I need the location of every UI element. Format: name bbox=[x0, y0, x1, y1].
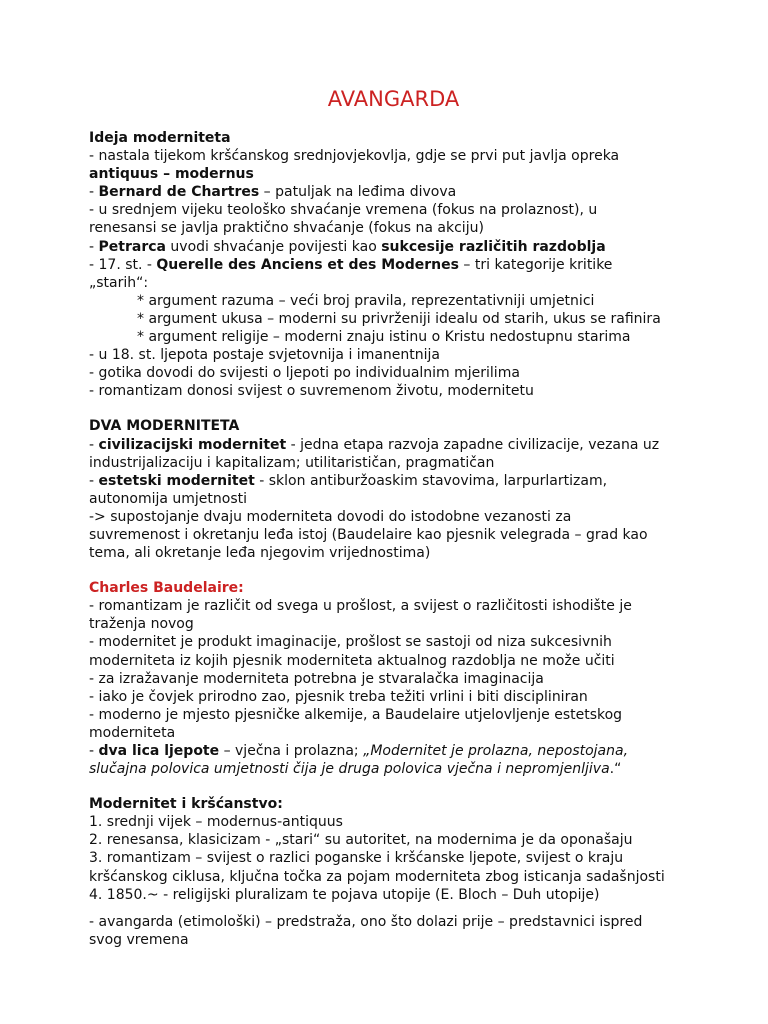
list-item: 1. srednji vijek – modernus-antiquus bbox=[89, 814, 343, 831]
spacer bbox=[89, 778, 698, 795]
text-line: renesansi se javlja praktično shvaćanje (fokus na akciju) bbox=[89, 220, 484, 237]
list-item: 4. 1850.~ - religijski pluralizam te pojava utopije (E. Bloch – Duh utopije) bbox=[89, 886, 600, 903]
text-line: - moderno je mjesto pjesničke alkemije, a Baudelaire utjelovljenje estetskog bbox=[89, 706, 623, 723]
list-item: * argument ukusa – moderni su privrženiji idealu od starih, ukus se rafinira bbox=[137, 310, 661, 327]
text-line: - iako je čovjek prirodno zao, pjesnik treba težiti vrlini i biti discipliniran bbox=[89, 688, 588, 705]
text-line: svog vremena bbox=[89, 931, 189, 948]
text-line: - dva lica ljepote – vječna i prolazna; „Modernitet je prolazna, nepostojana, bbox=[89, 743, 629, 759]
text-line: - za izražavanje moderniteta potrebna je stvaralačka imaginacija bbox=[89, 670, 544, 687]
text-line: moderniteta iz kojih pjesnik moderniteta aktualnog razdoblja ne može učiti bbox=[89, 652, 615, 669]
text-line: - modernitet je produkt imaginacije, prošlost se sastoji od niza sukcesivnih bbox=[89, 634, 612, 651]
list-item: 3. romantizam – svijest o razlici poganske i kršćanske ljepote, svijest o kraju bbox=[89, 850, 624, 867]
section-baudelaire bbox=[89, 579, 698, 778]
text-line: „starih“: bbox=[89, 274, 149, 291]
section-heading: DVA MODERNITETA bbox=[89, 418, 240, 435]
list-item: * argument religije – moderni znaju istinu o Kristu nedostupnu starima bbox=[137, 329, 631, 346]
list-item: kršćanskog ciklusa, ključna točka za pojam moderniteta zbog isticanja sadašnjosti bbox=[89, 868, 665, 885]
list-item: 2. renesansa, klasicizam - „stari“ su autoritet, na modernima je da oponašaju bbox=[89, 832, 633, 849]
text-line: - nastala tijekom kršćanskog srednjovjekovlja, gdje se prvi put javlja opreka bbox=[89, 148, 620, 165]
section-dva-moderniteta bbox=[89, 417, 698, 562]
section-heading: Ideja moderniteta bbox=[89, 130, 231, 146]
section-heading: Modernitet i kršćanstvo: bbox=[89, 796, 283, 813]
text-line: - u srednjem vijeku teološko shvaćanje vremena (fokus na prolaznost), u bbox=[89, 202, 598, 219]
section-avangarda-definition bbox=[89, 913, 698, 949]
spacer bbox=[89, 400, 698, 417]
text-line: moderniteta bbox=[89, 724, 176, 741]
text-line: - civilizacijski modernitet - jedna etapa razvoja zapadne civilizacije, vezana uz bbox=[89, 436, 660, 453]
text-line: slučajna polovica umjetnosti čija je druga polovica vječna i nepromjenljiva.“ bbox=[89, 761, 622, 778]
spacer bbox=[89, 904, 698, 913]
text-line: - u 18. st. ljepota postaje svjetovnija i imanentnija bbox=[89, 347, 440, 364]
text-line: - avangarda (etimološki) – predstraža, ono što dolazi prije – predstavnici ispred bbox=[89, 913, 643, 930]
text-line: industrijalizaciju i kapitalizam; utilitarističan, pragmatičan bbox=[89, 454, 495, 471]
spacer bbox=[89, 562, 698, 579]
text-line: tema, ali okretanje leđa njegovim vrijednostima) bbox=[89, 545, 431, 562]
text-line: - Bernard de Chartres – patuljak na leđima divova bbox=[89, 184, 457, 201]
section-ideja-moderniteta bbox=[89, 129, 698, 400]
text-line: - romantizam donosi svijest o suvremenom životu, modernitetu bbox=[89, 383, 534, 400]
text-line: -> supostojanje dvaju moderniteta dovodi do istodobne vezanosti za bbox=[89, 508, 572, 525]
text-line: - romantizam je različit od svega u prošlost, a svijest o različitosti ishodište je bbox=[89, 598, 632, 615]
text-line: autonomija umjetnosti bbox=[89, 490, 248, 507]
section-heading: Charles Baudelaire: bbox=[89, 580, 244, 597]
text-line: - estetski modernitet - sklon antiburžoaskim stavovima, larpurlartizam, bbox=[89, 472, 608, 489]
text-line: - gotika dovodi do svijesti o ljepoti po individualnim mjerilima bbox=[89, 365, 520, 382]
text-line: - Petrarca uvodi shvaćanje povijesti kao sukcesije različitih razdoblja bbox=[89, 238, 606, 255]
text-line: traženja novog bbox=[89, 616, 194, 633]
text-line: antiquus – modernus bbox=[89, 166, 254, 183]
text-line: suvremenost i okretanju leđa istoj (Baudelaire kao pjesnik velegrada – grad kao bbox=[89, 526, 648, 543]
document-title: AVANGARDA bbox=[327, 87, 460, 111]
text-line: - 17. st. - Querelle des Anciens et des Modernes – tri kategorije kritike bbox=[89, 256, 613, 273]
list-item: * argument razuma – veći broj pravila, reprezentativniji umjetnici bbox=[137, 292, 595, 309]
section-modernitet-krscanstvo bbox=[89, 795, 698, 904]
